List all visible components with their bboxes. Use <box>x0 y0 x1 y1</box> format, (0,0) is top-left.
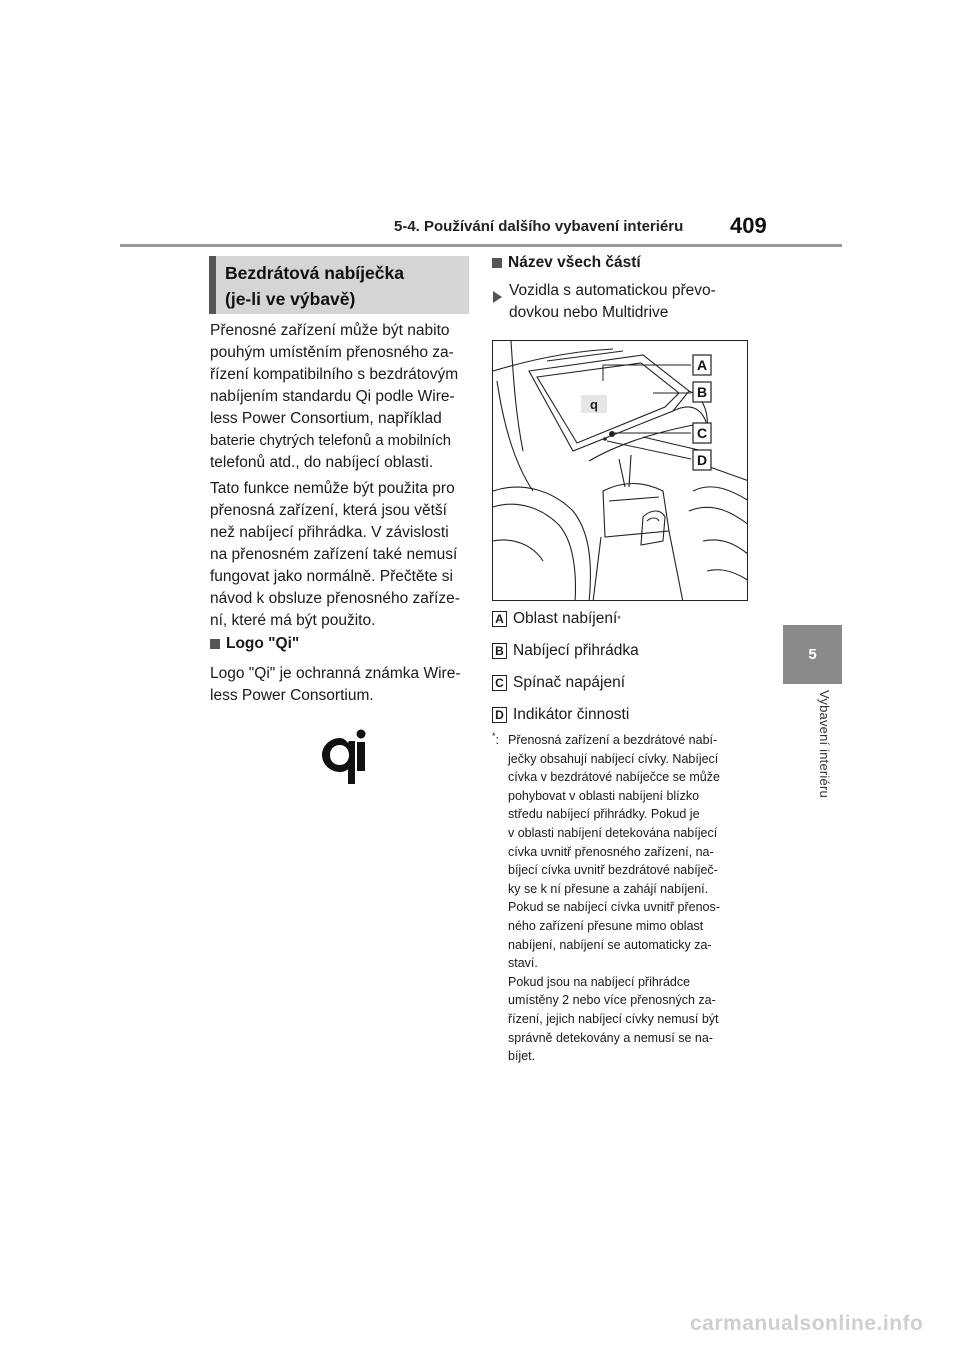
footnote-line: pohybovat v oblasti nabíjení blízko <box>508 788 700 803</box>
legend-letter-badge: B <box>492 643 507 659</box>
footnote-line: Pokud jsou na nabíjecí přihrádce <box>508 974 691 989</box>
text-line: než nabíjecí přihrádka. V závislosti <box>210 524 449 541</box>
console-drawing <box>493 341 748 601</box>
text-line: nabíjením standardu Qi podle Wire- <box>210 388 455 405</box>
text-line: less Power Consortium. <box>210 687 374 704</box>
square-bullet-icon <box>492 258 502 268</box>
footnote-text <box>508 731 754 1066</box>
parts-heading <box>492 252 641 274</box>
footnote-line: ječky obsahují nabíjecí cívky. Nabíjecí <box>508 751 719 766</box>
footnote-marker: *: <box>492 730 499 747</box>
square-bullet-icon <box>210 639 220 649</box>
text-line: návod k obsluze přenosného zaříze- <box>210 590 460 607</box>
footnote-line: Pokud se nabíjecí cívka uvnitř přenos- <box>508 900 720 915</box>
text-line: Logo "Qi" je ochranná známka Wire- <box>210 665 461 682</box>
text-line: Přenosné zařízení může být nabito <box>210 322 450 339</box>
text-line: dovkou nebo Multidrive <box>509 304 669 321</box>
legend-letter-badge: D <box>492 707 507 723</box>
legend-label: Nabíjecí přihrádka <box>513 642 639 659</box>
footnote-line: umístěny 2 nebo více přenosných za- <box>508 993 716 1008</box>
callout-b-label: B <box>696 384 708 400</box>
text-line: baterie chytrých telefonů a mobilních <box>210 433 451 449</box>
footnote-line: bíjet. <box>508 1049 536 1064</box>
section-title-line: (je-li ve výbavě) <box>225 289 356 309</box>
header-divider <box>120 244 842 247</box>
text-line: pouhým umístěním přenosného za- <box>210 344 454 361</box>
callout-d-label: D <box>696 452 708 468</box>
svg-text:q: q <box>590 397 598 412</box>
footnote-line: nabíjení, nabíjení se automaticky za- <box>508 937 712 952</box>
qi-logo-icon <box>318 728 366 786</box>
footnote-line: řízení, jejich nabíjecí cívky nemusí být <box>508 1011 719 1026</box>
text-line: řízení kompatibilního s bezdrátovým <box>210 366 459 383</box>
legend-letter-badge: A <box>492 611 507 627</box>
section-title-line: Bezdrátová nabíječka <box>225 263 404 283</box>
triangle-bullet-icon <box>493 291 502 303</box>
legend-label: Oblast nabíjení <box>513 610 618 627</box>
logo-heading-text: Logo "Qi" <box>226 635 300 652</box>
text-line: na přenosném zařízení také nemusí <box>210 546 458 563</box>
chapter-side-label: Vybavení interiéru <box>817 690 832 798</box>
text-line: fungovat jako normálně. Přečtěte si <box>210 568 453 585</box>
footnote-line: ného zařízení přesune mimo oblast <box>508 918 704 933</box>
footnote-line: ky se k ní přesune a zahájí nabíjení. <box>508 881 709 896</box>
footnote-line: Přenosná zařízení a bezdrátové nabí- <box>508 733 718 747</box>
legend-item-c <box>492 674 625 692</box>
section-title-box <box>209 256 469 314</box>
page-number: 409 <box>730 213 767 238</box>
parts-heading-text: Název všech částí <box>508 254 641 271</box>
legend-label: Indikátor činnosti <box>513 706 630 723</box>
chapter-tab: 5 <box>783 625 842 684</box>
text-line: Vozidla s automatickou převo- <box>509 282 716 299</box>
footnote-line: staví. <box>508 956 538 971</box>
footnote-line: cívka uvnitř přenosného zařízení, na- <box>508 844 714 859</box>
wireless-charger-illustration <box>492 340 748 601</box>
legend-letter-badge: C <box>492 675 507 691</box>
legend-item-d <box>492 706 629 724</box>
text-line: přenosná zařízení, která jsou větší <box>210 502 447 519</box>
callout-c-label: C <box>696 425 708 441</box>
legend-item-a: A Oblast nabíjení * <box>492 610 621 628</box>
footnote-line: správně detekovány a nemusí se na- <box>508 1030 713 1045</box>
header-section-title: 5-4. Používání dalšího vybavení interiéru <box>394 218 684 235</box>
text-line: Tato funkce nemůže být použita pro <box>210 480 455 497</box>
intro-paragraph <box>210 320 468 474</box>
vehicle-type-note <box>509 280 749 324</box>
logo-paragraph <box>210 663 468 707</box>
limitations-paragraph <box>210 478 468 632</box>
callout-a-label: A <box>696 357 708 373</box>
legend-item-b <box>492 642 639 660</box>
text-line: telefonů atd., do nabíjecí oblasti. <box>210 454 434 471</box>
legend-label: Spínač napájení <box>513 674 626 691</box>
footnote-line: bíjecí cívka uvnitř bezdrátové nabíječ- <box>508 863 718 878</box>
text-line: less Power Consortium, například <box>210 410 442 427</box>
watermark: carmanualsonline.info <box>690 1312 924 1335</box>
text-line: ní, které má být použito. <box>210 612 376 629</box>
footnote-line: v oblasti nabíjení detekována nabíjecí <box>508 825 718 840</box>
footnote-line: středu nabíjecí přihrádky. Pokud je <box>508 807 700 822</box>
logo-heading <box>210 633 299 655</box>
footnote-line: cívka v bezdrátové nabíječce se může <box>508 770 720 785</box>
